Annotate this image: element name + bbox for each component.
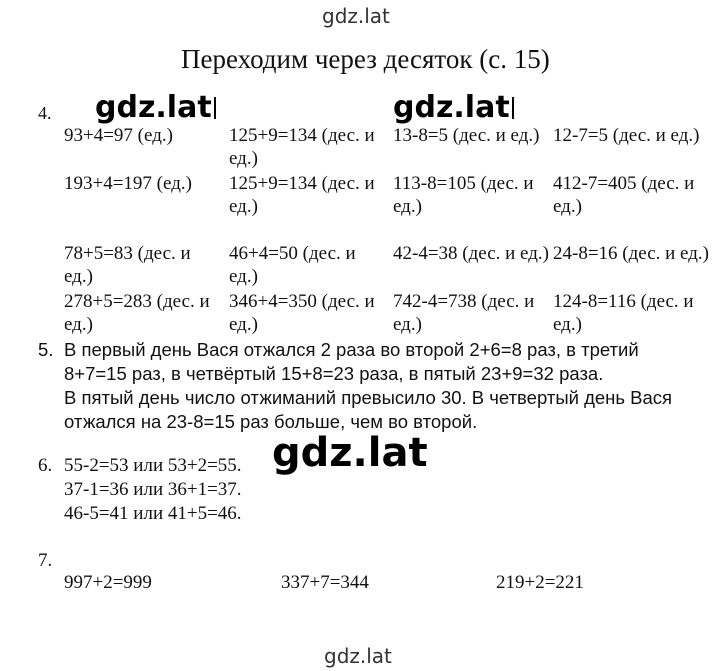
task4-cell: 346+4=350 (дес. и ед.): [229, 291, 375, 335]
task6-number: 6.: [38, 455, 53, 476]
task6-line: 46-5=41 или 41+5=46.: [64, 503, 242, 524]
task6-line: 37-1=36 или 36+1=37.: [64, 479, 242, 500]
task5-number: 5.: [38, 339, 54, 360]
watermark-inline-2: gdz.lat: [393, 90, 514, 125]
task4-cell: 78+5=83 (дес. и ед.): [64, 243, 191, 287]
task4-number: 4.: [38, 103, 52, 123]
task4-cell: 42-4=38 (дес. и ед.): [393, 243, 549, 264]
task7-item: 219+2=221: [496, 572, 584, 593]
watermark-inline-3: gdz.lat: [272, 430, 428, 476]
watermark-bottom: gdz.lat: [324, 644, 392, 668]
task4-cell: 193+4=197 (ед.): [64, 173, 192, 194]
task5-line: 8+7=15 раз, в четвёртый 15+8=23 раза, в пятый 23+9=32 раза.: [64, 363, 604, 384]
task5-line: отжался на 23-8=15 раз больше, чем во второй.: [64, 411, 478, 432]
task4-cell: 125+9=134 (дес. и ед.): [229, 173, 375, 217]
watermark-inline-1: gdz.lat: [95, 90, 216, 125]
task4-cell: 278+5=283 (дес. и ед.): [64, 291, 210, 335]
task4-cell: 412-7=405 (дес. и ед.): [553, 173, 695, 217]
task6-line: 55-2=53 или 53+2=55.: [64, 455, 242, 476]
task5-line: В первый день Вася отжался 2 раза во второй 2+6=8 раз, в третий: [64, 339, 639, 360]
task4-cell: 13-8=5 (дес. и ед.): [393, 125, 540, 146]
task4-cell: 93+4=97 (ед.): [64, 125, 173, 146]
task4-cell: 46+4=50 (дес. и ед.): [229, 243, 356, 287]
task7-item: 997+2=999: [64, 572, 152, 593]
watermark-top: gdz.lat: [322, 4, 390, 28]
task4-cell: 742-4=738 (дес. и ед.): [393, 291, 535, 335]
task4-cell: 113-8=105 (дес. и ед.): [393, 173, 534, 217]
task4-cell: 24-8=16 (дес. и ед.): [553, 243, 709, 264]
task5-line: В пятый день число отжиманий превысило 30. В четвертый день Вася: [64, 387, 673, 408]
task7-number: 7.: [38, 550, 53, 571]
task4-cell: 12-7=5 (дес. и ед.): [553, 125, 700, 146]
task4-cell: 124-8=116 (дес. и ед.): [553, 291, 694, 335]
task4-cell: 125+9=134 (дес. и ед.): [229, 125, 375, 169]
task7-item: 337+7=344: [281, 572, 369, 593]
page-title: Переходим через десяток (с. 15): [181, 44, 550, 74]
